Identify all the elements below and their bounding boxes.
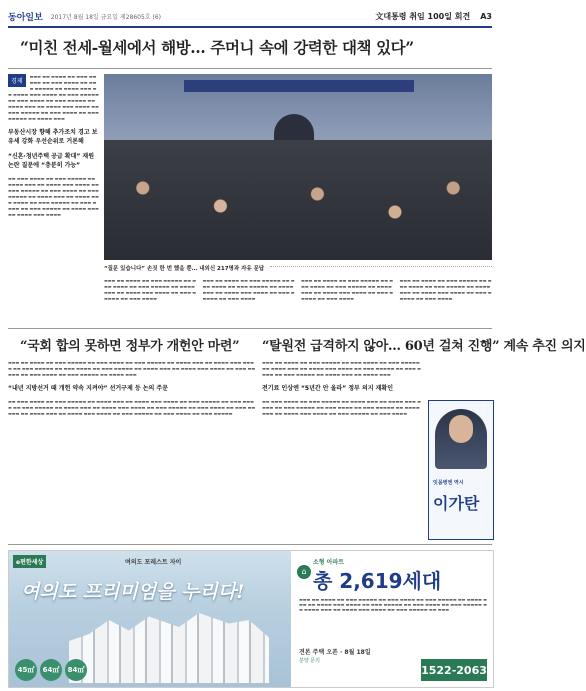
- ad-brand-logo: e편한세상: [13, 555, 46, 568]
- main-headline: “미친 전세-월세에서 해방… 주머니 속에 강력한 대책 있다”: [20, 38, 414, 57]
- body-text-block: ▬▬▬ ▬▬ ▬▬▬▬ ▬▬ ▬▬▬ ▬▬▬▬▬ ▬▬ ▬▬▬ ▬▬▬▬ ▬▬ ▬▬▬ ▬▬▬▬▬ ▬▬ ▬▬▬▬ ▬▬▬ ▬▬ ▬▬▬▬ ▬▬▬ ▬▬▬▬ ▬▬ ▬▬▬ ▬▬▬▬▬ ▬▬ ▬▬▬ ▬▬▬▬: [104, 278, 197, 301]
- section-badge: 경제: [8, 74, 26, 87]
- ad-inquiry-label: 분양 문의: [299, 658, 320, 664]
- article-column: [400, 278, 493, 322]
- ad-model-face: [449, 415, 473, 443]
- left-story-headline: “국회 합의 못하면 정부가 개헌안 마련”: [20, 338, 240, 354]
- ad-visual-panel: [9, 551, 291, 687]
- apartment-towers-illustration: [69, 613, 269, 683]
- ad-subtitle: 여의도 포레스트 자이: [125, 559, 182, 566]
- right-story-body: [262, 360, 422, 538]
- side-advertisement[interactable]: [428, 400, 494, 540]
- article-column: [104, 278, 197, 322]
- divider: [8, 544, 492, 545]
- unit-size-badge: 45㎡: [15, 659, 37, 681]
- body-text-block: ▬▬▬ ▬▬ ▬▬▬▬ ▬▬ ▬▬▬ ▬▬▬▬▬ ▬▬ ▬▬▬ ▬▬▬▬ ▬▬ ▬▬▬ ▬▬▬▬▬ ▬▬ ▬▬▬▬ ▬▬▬ ▬▬ ▬▬▬▬ ▬▬▬ ▬▬▬▬ ▬▬ ▬▬▬ ▬▬▬▬▬ ▬▬ ▬▬▬ ▬▬▬▬ ▬▬ ▬▬▬ ▬▬▬▬▬ ▬▬ ▬▬▬▬ ▬▬▬ ▬▬ ▬▬▬▬ ▬▬▬ ▬▬▬▬ ▬▬ ▬▬▬ ▬▬▬▬▬ ▬▬ ▬▬▬ ▬▬▬▬ ▬▬ ▬▬▬ ▬▬▬▬▬ ▬▬ ▬▬▬▬ ▬▬▬: [8, 74, 99, 121]
- masthead: [8, 6, 492, 28]
- unit-size-badges: [15, 659, 87, 681]
- unit-size-badge: 84㎡: [65, 659, 87, 681]
- subhead: 부동산시장 향해 추가조치 경고 보유세 강화 우선순위로 거론해: [8, 129, 98, 145]
- ad-slogan: 여의도 프리미엄을 누리다!: [21, 581, 245, 603]
- ad-brand-name: 이가탄: [433, 494, 480, 513]
- left-story-body: [8, 360, 256, 538]
- newspaper-logo: 동아일보: [8, 12, 43, 23]
- subhead: 전기료 인상엔 “5년간 안 올라” 정부 의지 재확인: [262, 385, 394, 392]
- ad-info-panel: [293, 551, 493, 687]
- ad-phone-number[interactable]: 1522-2063: [421, 659, 487, 681]
- body-text-block: ▬▬▬ ▬▬ ▬▬▬▬ ▬▬ ▬▬▬ ▬▬▬▬▬ ▬▬ ▬▬▬ ▬▬▬▬ ▬▬ ▬▬▬ ▬▬▬▬▬ ▬▬ ▬▬▬▬ ▬▬▬ ▬▬ ▬▬▬▬ ▬▬▬ ▬▬▬▬ ▬▬ ▬▬▬ ▬▬▬▬▬ ▬▬ ▬▬▬ ▬▬▬▬ ▬▬ ▬▬▬ ▬▬▬▬▬ ▬▬ ▬▬▬▬ ▬▬▬ ▬▬ ▬▬▬▬ ▬▬▬ ▬▬▬▬ ▬▬ ▬▬▬ ▬▬▬▬▬ ▬▬ ▬▬▬ ▬▬▬▬ ▬▬ ▬▬▬ ▬▬▬▬▬ ▬▬ ▬▬▬▬ ▬▬▬: [8, 360, 256, 377]
- unit-size-badge: 64㎡: [40, 659, 62, 681]
- body-text-block: ▬▬ ▬▬▬ ▬▬▬▬ ▬▬ ▬▬▬ ▬▬▬▬▬ ▬▬ ▬▬▬▬ ▬▬▬ ▬▬ ▬▬▬▬ ▬▬▬ ▬▬▬▬ ▬▬ ▬▬▬ ▬▬▬▬▬ ▬▬ ▬▬▬ ▬▬▬▬ ▬▬ ▬▬▬ ▬▬▬▬▬ ▬▬ ▬▬▬▬ ▬▬▬ ▬▬ ▬▬▬▬ ▬▬▬ ▬▬▬▬ ▬▬ ▬▬▬ ▬▬▬▬▬ ▬▬ ▬▬▬ ▬▬▬▬: [262, 399, 421, 416]
- section-title: 文대통령 취임 100일 회견: [375, 11, 471, 21]
- article-column: [301, 278, 394, 322]
- right-story-headline: “탈원전 급격하지 않아… 60년 걸쳐 진행” 계속 추진 의지: [262, 338, 586, 354]
- ad-unit-count: 총 2,619세대: [313, 569, 442, 593]
- body-text-block: ▬▬▬ ▬▬ ▬▬▬▬ ▬▬ ▬▬▬ ▬▬▬▬▬ ▬▬ ▬▬▬ ▬▬▬▬ ▬▬ ▬▬▬ ▬▬▬▬▬ ▬▬ ▬▬▬▬ ▬▬▬ ▬▬ ▬▬▬▬ ▬▬▬ ▬▬▬▬ ▬▬ ▬▬▬ ▬▬▬▬▬ ▬▬ ▬▬▬ ▬▬▬▬ ▬▬ ▬▬▬ ▬▬▬▬▬ ▬▬ ▬▬▬▬ ▬▬▬ ▬▬ ▬▬▬▬ ▬▬▬ ▬▬▬▬ ▬▬ ▬▬▬ ▬▬▬▬▬ ▬▬ ▬▬▬: [299, 597, 487, 612]
- ad-tagline: 잇몸병엔 역시: [433, 480, 464, 486]
- body-text-block: ▬▬▬ ▬▬ ▬▬▬▬ ▬▬ ▬▬▬ ▬▬▬▬▬ ▬▬ ▬▬▬ ▬▬▬▬ ▬▬ ▬▬▬ ▬▬▬▬▬ ▬▬ ▬▬▬▬ ▬▬▬ ▬▬ ▬▬▬▬ ▬▬▬ ▬▬▬▬ ▬▬ ▬▬▬ ▬▬▬▬▬ ▬▬ ▬▬▬ ▬▬▬▬: [399, 278, 492, 301]
- stage-banner: [184, 80, 414, 92]
- body-text-block: ▬▬ ▬▬▬ ▬▬▬▬ ▬▬ ▬▬▬ ▬▬▬▬▬ ▬▬ ▬▬▬▬ ▬▬▬ ▬▬ ▬▬▬▬ ▬▬▬ ▬▬▬▬ ▬▬ ▬▬▬ ▬▬▬▬▬ ▬▬ ▬▬▬ ▬▬▬▬ ▬▬ ▬▬▬ ▬▬▬▬▬ ▬▬ ▬▬▬▬ ▬▬▬ ▬▬ ▬▬▬▬ ▬▬▬ ▬▬▬▬ ▬▬ ▬▬▬ ▬▬▬▬▬ ▬▬ ▬▬▬ ▬▬▬▬ ▬▬ ▬▬▬ ▬▬▬▬▬ ▬▬ ▬▬▬▬ ▬▬▬ ▬▬ ▬▬▬▬ ▬▬▬ ▬▬▬▬ ▬▬ ▬▬▬ ▬▬▬▬▬ ▬▬ ▬▬▬ ▬▬▬▬ ▬▬ ▬▬▬ ▬▬▬▬▬: [8, 399, 256, 416]
- caption-title: “질문 있습니다” 손짓 한 번 했을 뿐… 내외신 217명과 자유 문답: [104, 266, 265, 272]
- audience: [104, 140, 492, 260]
- ad-tag: 소형 아파트: [313, 559, 345, 566]
- press-conference-photo: [104, 74, 492, 260]
- photo-caption: [104, 262, 492, 274]
- body-text-block: ▬▬▬ ▬▬ ▬▬▬▬ ▬▬ ▬▬▬ ▬▬▬▬▬ ▬▬ ▬▬▬ ▬▬▬▬ ▬▬ ▬▬▬ ▬▬▬▬▬ ▬▬ ▬▬▬▬ ▬▬▬ ▬▬ ▬▬▬▬ ▬▬▬ ▬▬▬▬ ▬▬ ▬▬▬ ▬▬▬▬▬ ▬▬ ▬▬▬ ▬▬▬▬: [301, 278, 394, 301]
- ad-details: [299, 597, 487, 612]
- page-number: A3: [480, 11, 492, 21]
- article-columns: [104, 278, 492, 322]
- subhead: “신혼·청년주택 공급 확대” 재원 논란 질문에 “충분히 가능”: [8, 153, 94, 169]
- dateline: 2017년 8월 18일 금요일 제28605호 (6): [50, 13, 161, 21]
- body-text-block: ▬▬▬ ▬▬ ▬▬▬▬ ▬▬ ▬▬▬ ▬▬▬▬▬ ▬▬ ▬▬▬ ▬▬▬▬ ▬▬ ▬▬▬ ▬▬▬▬▬ ▬▬ ▬▬▬▬ ▬▬▬ ▬▬ ▬▬▬▬ ▬▬▬ ▬▬▬▬ ▬▬ ▬▬▬ ▬▬▬▬▬ ▬▬ ▬▬▬ ▬▬▬▬ ▬▬ ▬▬▬ ▬▬▬▬▬ ▬▬ ▬▬▬▬ ▬▬▬ ▬▬ ▬▬▬▬ ▬▬▬: [262, 360, 421, 377]
- caption-text: [270, 266, 492, 270]
- home-icon: ⌂: [297, 565, 311, 579]
- subhead: “내년 지방선거 때 개헌 약속 지켜야” 선거구제 등 논의 주문: [8, 385, 168, 392]
- ad-footer: 견본 주택 오픈 · 8월 18일: [299, 649, 371, 656]
- body-text-block: ▬▬ ▬▬▬ ▬▬▬▬ ▬▬ ▬▬▬ ▬▬▬▬▬ ▬▬ ▬▬▬▬ ▬▬▬ ▬▬ ▬▬▬▬ ▬▬▬ ▬▬▬▬ ▬▬ ▬▬▬ ▬▬▬▬▬ ▬▬ ▬▬▬ ▬▬▬▬ ▬▬ ▬▬▬ ▬▬▬▬▬ ▬▬ ▬▬▬▬ ▬▬▬ ▬▬ ▬▬▬▬ ▬▬▬ ▬▬▬▬ ▬▬ ▬▬▬ ▬▬▬▬▬ ▬▬ ▬▬▬ ▬▬▬▬ ▬▬ ▬▬▬ ▬▬▬▬▬ ▬▬ ▬▬▬▬ ▬▬▬ ▬▬ ▬▬▬▬ ▬▬▬ ▬▬▬▬: [8, 176, 99, 217]
- lede-column: [8, 74, 100, 322]
- body-text-block: ▬▬▬ ▬▬ ▬▬▬▬ ▬▬ ▬▬▬ ▬▬▬▬▬ ▬▬ ▬▬▬ ▬▬▬▬ ▬▬ ▬▬▬ ▬▬▬▬▬ ▬▬ ▬▬▬▬ ▬▬▬ ▬▬ ▬▬▬▬ ▬▬▬ ▬▬▬▬ ▬▬ ▬▬▬ ▬▬▬▬▬ ▬▬ ▬▬▬ ▬▬▬▬: [202, 278, 295, 301]
- bottom-advertisement[interactable]: [8, 550, 494, 688]
- divider: [8, 328, 492, 329]
- article-column: [203, 278, 296, 322]
- divider: [8, 68, 492, 69]
